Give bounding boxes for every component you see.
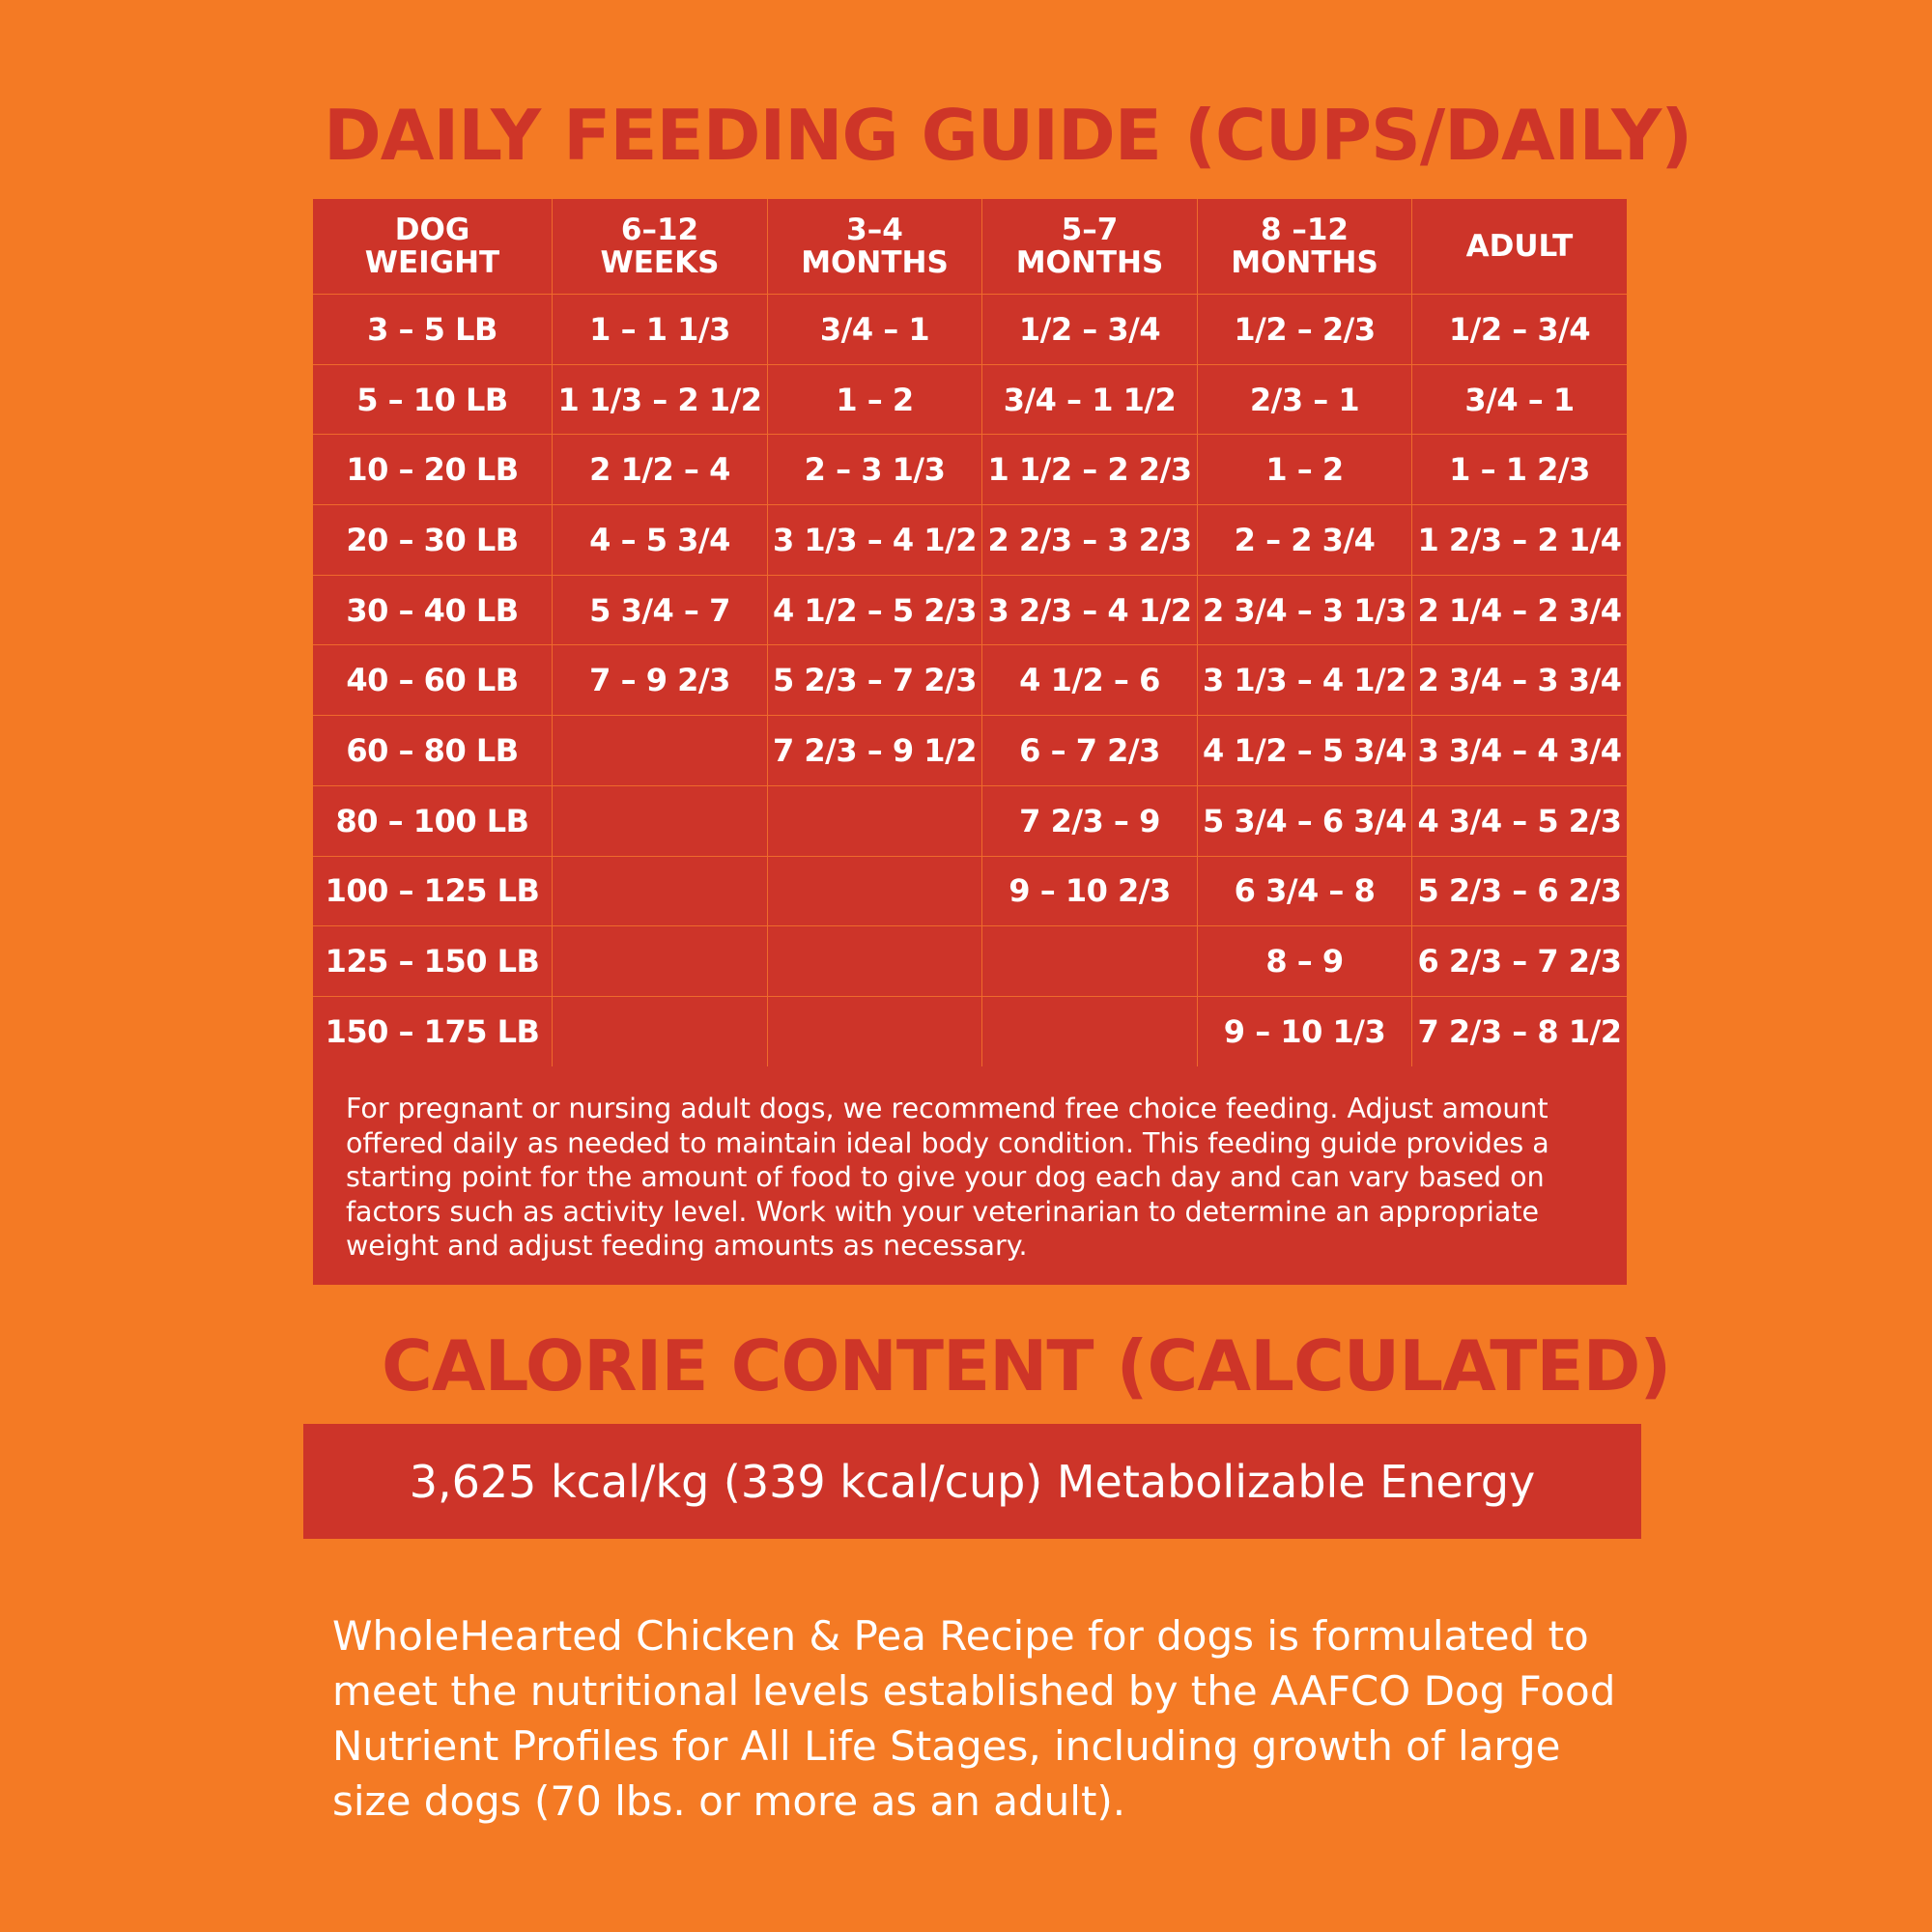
column-header-adult: ADULT	[1412, 199, 1628, 295]
table-header-row	[313, 199, 1627, 295]
cups-cell: 6 3/4 – 8	[1198, 856, 1412, 926]
column-header-3-4-months: 3–4 MONTHS	[768, 199, 982, 295]
column-header-dog-weight: DOG WEIGHT	[313, 199, 553, 295]
column-header-8-12-months: 8 –12 MONTHS	[1198, 199, 1412, 295]
cups-cell: 1/2 – 3/4	[1412, 295, 1628, 365]
calorie-content-bar	[303, 1424, 1641, 1539]
cups-cell: 3/4 – 1	[768, 295, 982, 365]
cups-cell	[553, 996, 768, 1065]
cups-cell: 2 1/4 – 2 3/4	[1412, 575, 1628, 645]
table-row	[313, 364, 1627, 435]
cups-cell: 5 2/3 – 7 2/3	[768, 645, 982, 716]
cups-cell: 1 1/3 – 2 1/2	[553, 364, 768, 435]
cups-cell: 2 – 3 1/3	[768, 435, 982, 505]
cups-cell: 3 1/3 – 4 1/2	[768, 505, 982, 576]
cups-cell: 2 – 2 3/4	[1198, 505, 1412, 576]
cups-cell	[768, 926, 982, 997]
feeding-guide-table	[313, 199, 1627, 1066]
cups-cell: 4 1/2 – 5 2/3	[768, 575, 982, 645]
cups-cell: 1 1/2 – 2 2/3	[982, 435, 1198, 505]
cups-cell: 1 – 2	[1198, 435, 1412, 505]
table-row	[313, 645, 1627, 716]
cups-cell: 5 3/4 – 6 3/4	[1198, 785, 1412, 856]
cups-cell: 7 2/3 – 8 1/2	[1412, 996, 1628, 1065]
cups-cell	[553, 785, 768, 856]
cups-cell: 3 3/4 – 4 3/4	[1412, 716, 1628, 786]
cups-cell	[768, 856, 982, 926]
weight-cell: 3 – 5 LB	[313, 295, 553, 365]
cups-cell: 7 2/3 – 9 1/2	[768, 716, 982, 786]
cups-cell: 1/2 – 2/3	[1198, 295, 1412, 365]
cups-cell: 7 2/3 – 9	[982, 785, 1198, 856]
cups-cell: 2 1/2 – 4	[553, 435, 768, 505]
cups-cell: 9 – 10 2/3	[982, 856, 1198, 926]
weight-cell: 20 – 30 LB	[313, 505, 553, 576]
cups-cell: 5 2/3 – 6 2/3	[1412, 856, 1628, 926]
table-row	[313, 996, 1627, 1065]
cups-cell: 7 – 9 2/3	[553, 645, 768, 716]
feeding-guide-note: For pregnant or nursing adult dogs, we recommend free choice feeding. Adjust amount offered daily as needed to maintain ideal body condition. This feeding guide provides a starting point for the amount of food to give your dog each day and can vary based on factors such as activity level. Work with your veterinarian to determine an appropriate weight and adjust feeding amounts as necessary.	[346, 1093, 1549, 1262]
cups-cell: 2 3/4 – 3 3/4	[1412, 645, 1628, 716]
cups-cell: 2/3 – 1	[1198, 364, 1412, 435]
calorie-content-title: CALORIE CONTENT (CALCULATED)	[382, 1325, 1671, 1406]
cups-cell: 6 – 7 2/3	[982, 716, 1198, 786]
table-row	[313, 926, 1627, 997]
table-row	[313, 785, 1627, 856]
column-header-5-7-months: 5–7 MONTHS	[982, 199, 1198, 295]
calorie-content-value: 3,625 kcal/kg (339 kcal/cup) Metabolizable Energy	[409, 1455, 1536, 1508]
weight-cell: 125 – 150 LB	[313, 926, 553, 997]
cups-cell: 1 2/3 – 2 1/4	[1412, 505, 1628, 576]
cups-cell: 4 – 5 3/4	[553, 505, 768, 576]
feeding-guide-title: DAILY FEEDING GUIDE (CUPS/DAILY)	[324, 95, 1692, 176]
cups-cell	[553, 716, 768, 786]
cups-cell: 2 2/3 – 3 2/3	[982, 505, 1198, 576]
weight-cell: 40 – 60 LB	[313, 645, 553, 716]
cups-cell	[982, 996, 1198, 1065]
column-header-6-12-weeks: 6–12 WEEKS	[553, 199, 768, 295]
weight-cell: 150 – 175 LB	[313, 996, 553, 1065]
cups-cell: 9 – 10 1/3	[1198, 996, 1412, 1065]
cups-cell: 3 2/3 – 4 1/2	[982, 575, 1198, 645]
cups-cell: 1 – 1 1/3	[553, 295, 768, 365]
table-row	[313, 856, 1627, 926]
table-row	[313, 435, 1627, 505]
cups-cell: 1 – 2	[768, 364, 982, 435]
table-row	[313, 505, 1627, 576]
feeding-guide-panel	[313, 199, 1627, 1285]
table-row	[313, 575, 1627, 645]
cups-cell	[553, 856, 768, 926]
aafco-statement: WholeHearted Chicken & Pea Recipe for dogs is formulated to meet the nutritional levels established by the AAFCO Dog Food Nutrient Profiles for All Life Stages, including growth of large size dogs (70 lbs. or more as an adult).	[332, 1612, 1616, 1825]
feeding-guide-rows	[313, 295, 1627, 1066]
cups-cell: 8 – 9	[1198, 926, 1412, 997]
cups-cell: 6 2/3 – 7 2/3	[1412, 926, 1628, 997]
cups-cell: 4 3/4 – 5 2/3	[1412, 785, 1628, 856]
table-row	[313, 295, 1627, 365]
cups-cell: 3/4 – 1 1/2	[982, 364, 1198, 435]
weight-cell: 60 – 80 LB	[313, 716, 553, 786]
weight-cell: 100 – 125 LB	[313, 856, 553, 926]
weight-cell: 80 – 100 LB	[313, 785, 553, 856]
cups-cell	[982, 926, 1198, 997]
cups-cell: 2 3/4 – 3 1/3	[1198, 575, 1412, 645]
table-row	[313, 716, 1627, 786]
weight-cell: 30 – 40 LB	[313, 575, 553, 645]
cups-cell: 3 1/3 – 4 1/2	[1198, 645, 1412, 716]
weight-cell: 10 – 20 LB	[313, 435, 553, 505]
cups-cell: 4 1/2 – 6	[982, 645, 1198, 716]
weight-cell: 5 – 10 LB	[313, 364, 553, 435]
cups-cell	[768, 996, 982, 1065]
cups-cell	[768, 785, 982, 856]
cups-cell: 1 – 1 2/3	[1412, 435, 1628, 505]
cups-cell: 1/2 – 3/4	[982, 295, 1198, 365]
cups-cell: 3/4 – 1	[1412, 364, 1628, 435]
cups-cell: 5 3/4 – 7	[553, 575, 768, 645]
cups-cell	[553, 926, 768, 997]
cups-cell: 4 1/2 – 5 3/4	[1198, 716, 1412, 786]
